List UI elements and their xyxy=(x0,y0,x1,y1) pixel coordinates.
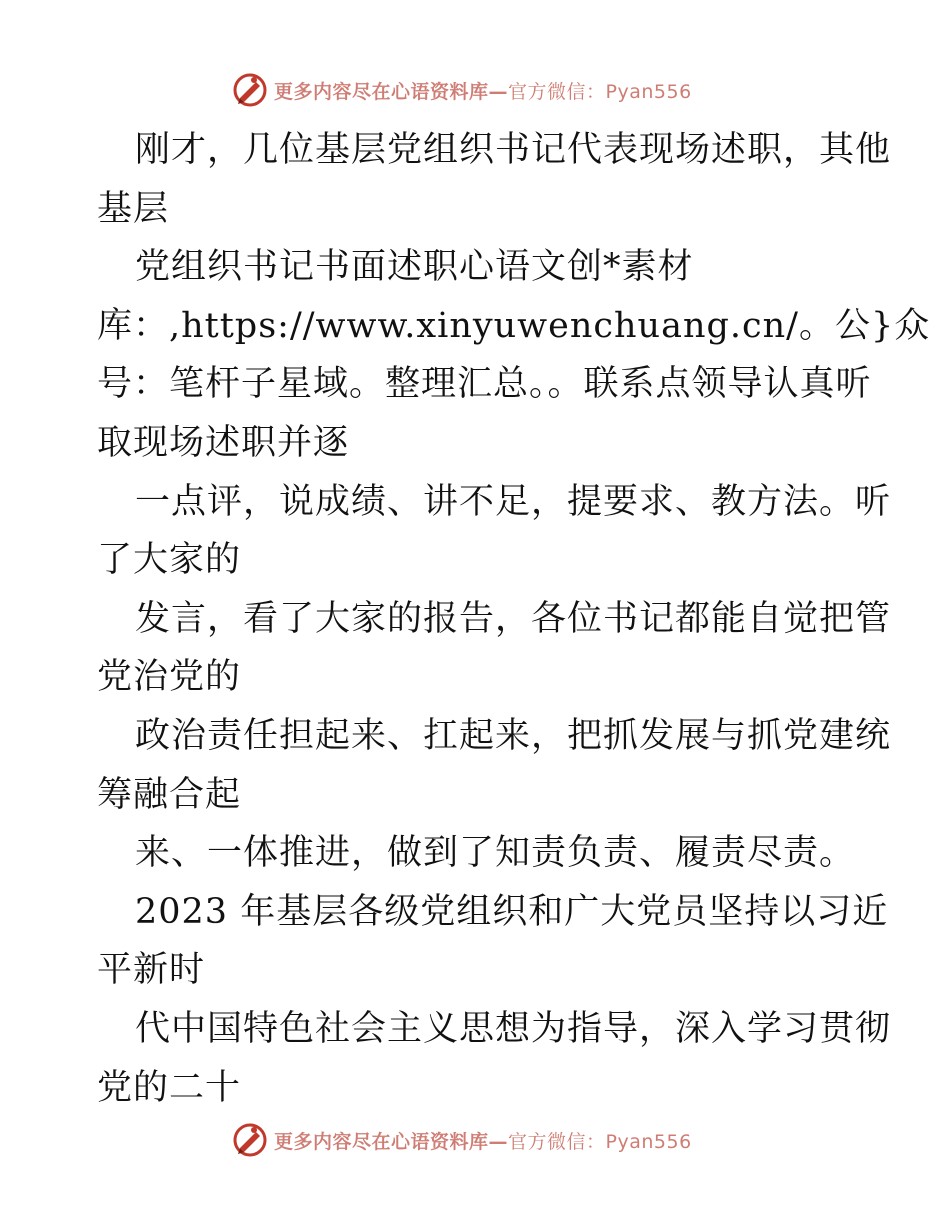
document-body xyxy=(97,121,931,1117)
text-line: 发言，看了大家的报告，各位书记都能自觉把管 xyxy=(135,598,892,639)
footer-banner-text: 更多内容尽在心语资料库—官方微信：Pyan556 xyxy=(274,1130,692,1153)
pen-logo-icon xyxy=(232,72,268,108)
text-line: 党治党的 xyxy=(97,657,242,698)
text-line: 筹融合起 xyxy=(97,774,242,815)
text-line: 代中国特色社会主义思想为指导，深入学习贯彻 xyxy=(135,1008,892,1049)
text-line: 一点评，说成绩、讲不足，提要求、教方法。听 xyxy=(135,481,892,522)
text-line: 平新时 xyxy=(97,950,206,991)
text-line: 党组织书记书面述职心语文创*素材 xyxy=(135,247,694,288)
pen-logo-icon xyxy=(232,1122,268,1158)
text-line: 政治责任担起来、扛起来，把抓发展与抓党建统 xyxy=(135,715,892,756)
footer-banner xyxy=(232,1120,752,1160)
text-line: 基层 xyxy=(97,188,170,229)
text-line: 刚才，几位基层党组织书记代表现场述职，其他 xyxy=(135,130,892,170)
header-banner xyxy=(232,70,752,110)
text-line: 了大家的 xyxy=(97,540,242,581)
text-line: 2023 年基层各级党组织和广大党员坚持以习近 xyxy=(135,891,889,932)
header-banner-text: 更多内容尽在心语资料库—官方微信：Pyan556 xyxy=(274,80,692,103)
text-line: 取现场述职并逐 xyxy=(97,422,350,463)
text-line: 党的二十 xyxy=(97,1067,242,1108)
text-line: 来、一体推进，做到了知责负责、履责尽责。 xyxy=(135,833,856,874)
text-line: 库：,https://www.xinyuwenchuang.cn/。公}众 xyxy=(97,305,931,346)
text-line: 号：笔杆子星域。整理汇总。。联系点领导认真听 xyxy=(97,364,872,405)
